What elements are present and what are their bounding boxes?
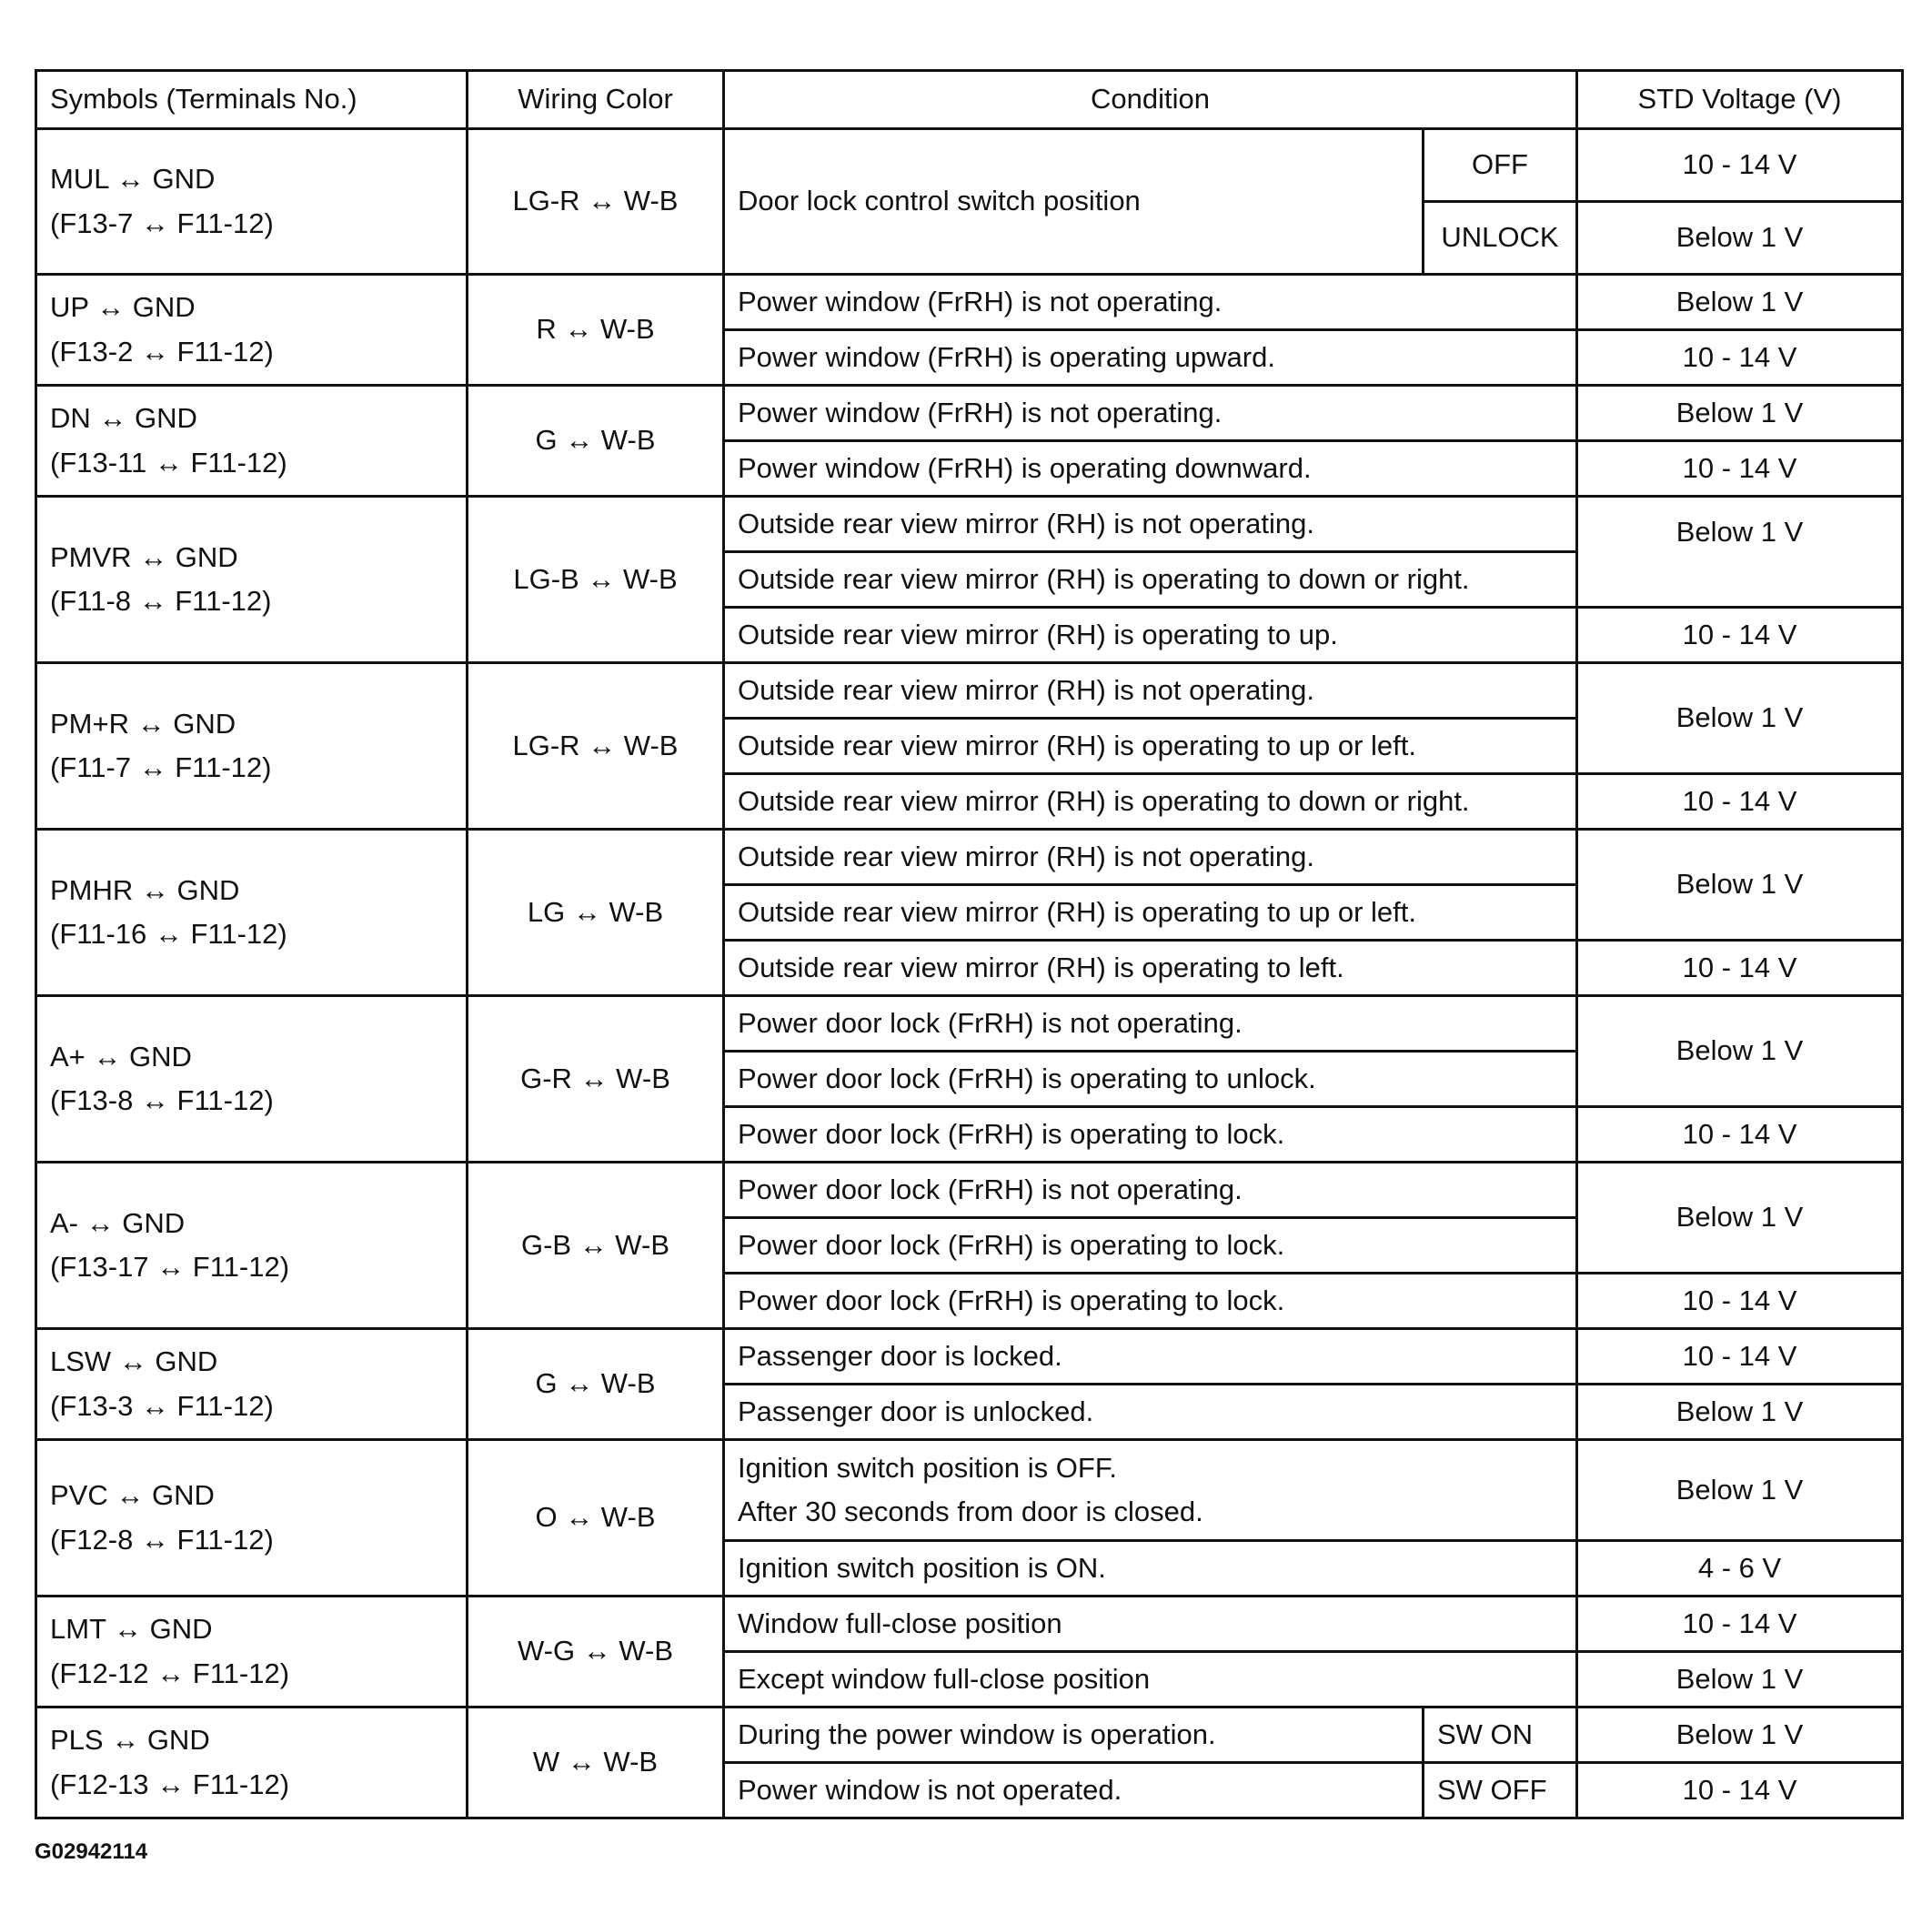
terminal-numbers: (F13-2 ↔ F11-12) xyxy=(50,335,274,368)
condition-cell: Power window (FrRH) is not operating. xyxy=(724,275,1577,330)
wiring-color-cell: G-B ↔ W-B xyxy=(468,1163,724,1329)
voltage-cell: 10 - 14 V xyxy=(1577,1274,1903,1329)
condition-cell: Outside rear view mirror (RH) is operating to up or left. xyxy=(724,885,1577,941)
symbol-name: LMT ↔ GND xyxy=(50,1613,213,1646)
condition-cell: Outside rear view mirror (RH) is not operating. xyxy=(724,663,1577,719)
terminal-voltage-table xyxy=(35,69,1904,1819)
voltage-cell: Below 1 V xyxy=(1577,386,1903,441)
voltage-cell: 10 - 14 V xyxy=(1577,129,1903,202)
condition-cell: Outside rear view mirror (RH) is operating to down or right. xyxy=(724,552,1577,608)
condition-line: Ignition switch position is OFF. xyxy=(738,1451,1117,1484)
table-row xyxy=(36,1707,1903,1763)
voltage-cell: Below 1 V xyxy=(1577,830,1903,941)
header-symbols: Symbols (Terminals No.) xyxy=(36,71,468,129)
symbol-name: LSW ↔ GND xyxy=(50,1345,218,1378)
symbol-cell xyxy=(36,1440,468,1597)
voltage-cell: Below 1 V xyxy=(1577,663,1903,774)
condition-cell: Except window full-close position xyxy=(724,1652,1577,1707)
voltage-cell: 10 - 14 V xyxy=(1577,608,1903,663)
symbol-name: A- ↔ GND xyxy=(50,1206,186,1239)
wiring-color-cell: LG-R ↔ W-B xyxy=(468,129,724,275)
wiring-color-cell: G ↔ W-B xyxy=(468,1329,724,1440)
switch-state-cell: SW ON xyxy=(1424,1707,1577,1763)
voltage-cell: Below 1 V xyxy=(1577,1652,1903,1707)
condition-cell: Power door lock (FrRH) is not operating. xyxy=(724,1163,1577,1218)
voltage-cell: 10 - 14 V xyxy=(1577,774,1903,830)
wiring-color-cell: R ↔ W-B xyxy=(468,275,724,386)
voltage-cell: 10 - 14 V xyxy=(1577,1763,1903,1818)
condition-cell: During the power window is operation. xyxy=(724,1707,1424,1763)
terminal-numbers: (F12-12 ↔ F11-12) xyxy=(50,1657,290,1689)
condition-line: After 30 seconds from door is closed. xyxy=(738,1496,1203,1527)
terminal-numbers: (F13-3 ↔ F11-12) xyxy=(50,1389,274,1422)
symbol-cell xyxy=(36,129,468,275)
wiring-color-cell: G-R ↔ W-B xyxy=(468,996,724,1163)
condition-cell: Outside rear view mirror (RH) is operating to left. xyxy=(724,941,1577,996)
symbol-name: DN ↔ GND xyxy=(50,402,197,435)
symbol-cell xyxy=(36,1329,468,1440)
voltage-cell: 10 - 14 V xyxy=(1577,330,1903,386)
table-row xyxy=(36,663,1903,719)
condition-cell: Power door lock (FrRH) is operating to lock. xyxy=(724,1218,1577,1274)
header-std-voltage: STD Voltage (V) xyxy=(1577,71,1903,129)
wiring-color-cell: W ↔ W-B xyxy=(468,1707,724,1818)
terminal-numbers: (F11-8 ↔ F11-12) xyxy=(50,585,272,617)
condition-cell: Ignition switch position is ON. xyxy=(724,1541,1577,1597)
condition-cell: Power door lock (FrRH) is operating to lock. xyxy=(724,1107,1577,1163)
table-row xyxy=(36,830,1903,885)
voltage-cell: 10 - 14 V xyxy=(1577,941,1903,996)
condition-cell: Outside rear view mirror (RH) is not operating. xyxy=(724,830,1577,885)
voltage-cell: Below 1 V xyxy=(1577,202,1903,275)
symbol-name: PMVR ↔ GND xyxy=(50,540,238,573)
condition-cell: Power door lock (FrRH) is not operating. xyxy=(724,996,1577,1052)
condition-cell: Outside rear view mirror (RH) is not operating. xyxy=(724,497,1577,552)
terminal-numbers: (F13-11 ↔ F11-12) xyxy=(50,446,287,478)
condition-cell: Power door lock (FrRH) is operating to lock. xyxy=(724,1274,1577,1329)
wiring-color-cell: LG ↔ W-B xyxy=(468,830,724,996)
table-row xyxy=(36,1329,1903,1385)
voltage-cell: 10 - 14 V xyxy=(1577,1329,1903,1385)
condition-cell: Outside rear view mirror (RH) is operating to up. xyxy=(724,608,1577,663)
terminal-numbers: (F11-16 ↔ F11-12) xyxy=(50,918,287,950)
condition-cell: Power window (FrRH) is not operating. xyxy=(724,386,1577,441)
voltage-cell: Below 1 V xyxy=(1577,275,1903,330)
condition-cell: Outside rear view mirror (RH) is operating to up or left. xyxy=(724,719,1577,774)
table-row xyxy=(36,1597,1903,1652)
condition-cell: Power door lock (FrRH) is operating to unlock. xyxy=(724,1052,1577,1107)
voltage-cell: 4 - 6 V xyxy=(1577,1541,1903,1597)
symbol-name: PVC ↔ GND xyxy=(50,1479,215,1512)
condition-cell: Power window is not operated. xyxy=(724,1763,1424,1818)
terminal-numbers: (F12-13 ↔ F11-12) xyxy=(50,1768,290,1800)
table-row xyxy=(36,1163,1903,1218)
wiring-color-cell: G ↔ W-B xyxy=(468,386,724,497)
condition-cell: Passenger door is unlocked. xyxy=(724,1385,1577,1440)
symbol-name: PMHR ↔ GND xyxy=(50,873,240,906)
symbol-cell xyxy=(36,386,468,497)
symbol-cell xyxy=(36,497,468,663)
symbol-name: A+ ↔ GND xyxy=(50,1040,192,1073)
voltage-cell: 10 - 14 V xyxy=(1577,1597,1903,1652)
symbol-name: MUL ↔ GND xyxy=(50,163,216,196)
condition-cell xyxy=(724,1440,1577,1541)
condition-cell: Window full-close position xyxy=(724,1597,1577,1652)
voltage-cell: 10 - 14 V xyxy=(1577,441,1903,497)
table-header-row xyxy=(36,71,1903,129)
table-row xyxy=(36,386,1903,441)
switch-state-cell: SW OFF xyxy=(1424,1763,1577,1818)
symbol-cell xyxy=(36,1597,468,1707)
wiring-color-cell: LG-B ↔ W-B xyxy=(468,497,724,663)
condition-cell: Power window (FrRH) is operating downward. xyxy=(724,441,1577,497)
voltage-cell: Below 1 V xyxy=(1577,497,1903,608)
symbol-cell xyxy=(36,1163,468,1329)
condition-cell: Outside rear view mirror (RH) is operating to down or right. xyxy=(724,774,1577,830)
wiring-color-cell: W-G ↔ W-B xyxy=(468,1597,724,1707)
terminal-numbers: (F13-17 ↔ F11-12) xyxy=(50,1251,290,1283)
symbol-cell xyxy=(36,275,468,386)
switch-state-cell: OFF xyxy=(1424,129,1577,202)
terminal-numbers: (F13-7 ↔ F11-12) xyxy=(50,207,274,239)
table-row xyxy=(36,497,1903,552)
symbol-cell xyxy=(36,830,468,996)
condition-cell: Door lock control switch position xyxy=(724,129,1424,275)
header-wiring-color: Wiring Color xyxy=(468,71,724,129)
voltage-cell: Below 1 V xyxy=(1577,1163,1903,1274)
voltage-cell: 10 - 14 V xyxy=(1577,1107,1903,1163)
wiring-color-cell: LG-R ↔ W-B xyxy=(468,663,724,830)
symbol-cell xyxy=(36,663,468,830)
table-row xyxy=(36,1440,1903,1541)
table-row xyxy=(36,275,1903,330)
voltage-cell: Below 1 V xyxy=(1577,1707,1903,1763)
voltage-cell: Below 1 V xyxy=(1577,1440,1903,1541)
figure-id-label: G02942114 xyxy=(35,1839,148,1864)
condition-cell: Power window (FrRH) is operating upward. xyxy=(724,330,1577,386)
voltage-cell: Below 1 V xyxy=(1577,1385,1903,1440)
symbol-cell xyxy=(36,1707,468,1818)
wiring-color-cell: O ↔ W-B xyxy=(468,1440,724,1597)
symbol-name: PLS ↔ GND xyxy=(50,1724,210,1757)
symbol-name: PM+R ↔ GND xyxy=(50,707,236,740)
header-condition: Condition xyxy=(724,71,1577,129)
table-row xyxy=(36,129,1903,202)
voltage-cell: Below 1 V xyxy=(1577,996,1903,1107)
symbol-cell xyxy=(36,996,468,1163)
switch-state-cell: UNLOCK xyxy=(1424,202,1577,275)
terminal-numbers: (F12-8 ↔ F11-12) xyxy=(50,1523,274,1556)
terminal-numbers: (F11-7 ↔ F11-12) xyxy=(50,751,272,783)
terminal-numbers: (F13-8 ↔ F11-12) xyxy=(50,1084,274,1116)
condition-cell: Passenger door is locked. xyxy=(724,1329,1577,1385)
symbol-name: UP ↔ GND xyxy=(50,291,196,324)
table-row xyxy=(36,996,1903,1052)
